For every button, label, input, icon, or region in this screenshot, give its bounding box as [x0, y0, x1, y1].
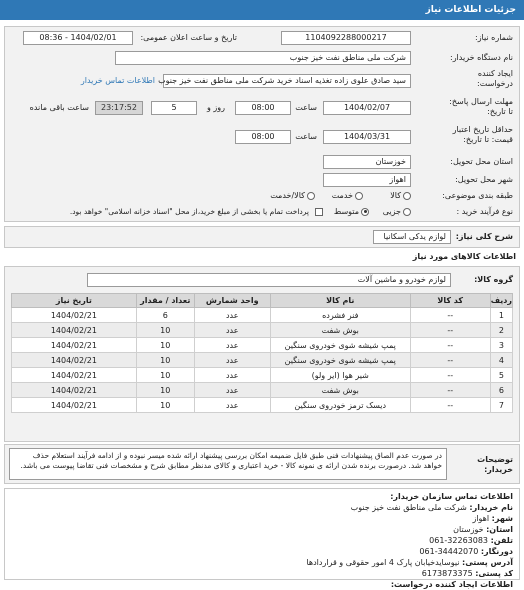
- province-field: خوزستان: [323, 155, 411, 169]
- cell-date: 1404/02/21: [12, 323, 137, 338]
- remain-time-field: 23:17:52: [95, 101, 143, 115]
- cell-code: --: [410, 398, 490, 413]
- row-province: [5, 155, 519, 171]
- goods-group-field: لوازم خودرو و ماشین آلات: [87, 273, 451, 287]
- radio-icon: [307, 192, 315, 200]
- cell-qty: 10: [136, 383, 194, 398]
- reply-date-field: 1404/02/07: [323, 101, 411, 115]
- cell-date: 1404/02/21: [12, 353, 137, 368]
- radio-selected-icon: [361, 208, 369, 216]
- cell-unit: عدد: [194, 398, 270, 413]
- reply-time-field: 08:00: [235, 101, 291, 115]
- row-reply-deadline: [5, 97, 519, 123]
- cell-code: --: [410, 368, 490, 383]
- cell-code: --: [410, 308, 490, 323]
- creator-info-title: اطلاعات ایجاد کننده درخواست:: [390, 580, 513, 589]
- buyer-label: نام دستگاه خریدار:: [450, 53, 513, 62]
- radio-icon: [355, 192, 363, 200]
- table-row: [12, 398, 513, 413]
- contact-title: اطلاعات تماس سازمان خریدار:: [390, 492, 513, 501]
- page-title: جزئیات اطلاعات نیاز: [425, 5, 516, 15]
- row-price-validity: [5, 125, 519, 151]
- cell-unit: عدد: [194, 308, 270, 323]
- cell-idx: 5: [490, 368, 512, 383]
- contact-panel: [4, 488, 520, 589]
- city-field: اهواز: [323, 173, 411, 187]
- row-city: [5, 173, 519, 189]
- checkbox-icon: [315, 208, 323, 216]
- table-row: [12, 308, 513, 323]
- category-option-goods-service[interactable]: کالا/خدمت: [270, 189, 315, 203]
- goods-group-label: گروه کالا:: [474, 275, 513, 284]
- cell-name: شیر هوا (ایر ولو): [270, 368, 410, 383]
- cell-code: --: [410, 323, 490, 338]
- goods-panel: [4, 266, 520, 442]
- col-unit: واحد شمارش: [194, 294, 270, 308]
- table-header-row: [12, 294, 513, 308]
- col-idx: ردیف: [490, 294, 512, 308]
- payment-note: پرداخت تمام یا بخشی از مبلغ خرید،از محل "اسناد خزانه اسلامی" خواهد بود.: [69, 207, 309, 216]
- contact-buyer-name: نام خریدار: شرکت ملی مناطق نفت خیز جنوب: [350, 503, 513, 512]
- day-label: روز و: [207, 103, 225, 112]
- cell-code: --: [410, 353, 490, 368]
- category-label: طبقه بندی موضوعی:: [442, 191, 513, 200]
- cell-qty: 10: [136, 338, 194, 353]
- cell-unit: عدد: [194, 353, 270, 368]
- province-label: استان محل تحویل:: [450, 157, 513, 166]
- cell-qty: 10: [136, 353, 194, 368]
- cell-idx: 4: [490, 353, 512, 368]
- goods-table-wrap: [11, 293, 513, 413]
- page-header: [0, 0, 524, 20]
- cell-unit: عدد: [194, 383, 270, 398]
- cell-date: 1404/02/21: [12, 398, 137, 413]
- cell-name: پمپ شیشه شوی خودروی سنگین: [270, 338, 410, 353]
- cell-name: فنر فشرده: [270, 308, 410, 323]
- buyer-field: شرکت ملی مناطق نفت خیز جنوب: [115, 51, 411, 65]
- process-label: نوع فرآیند خرید :: [456, 207, 513, 216]
- table-row: [12, 338, 513, 353]
- col-qty: تعداد / مقدار: [136, 294, 194, 308]
- row-need-number: [5, 31, 519, 47]
- cell-name: بوش شفت: [270, 383, 410, 398]
- cell-date: 1404/02/21: [12, 383, 137, 398]
- creator-label: ایجاد کننده درخواست:: [477, 69, 513, 88]
- process-option-medium[interactable]: متوسط: [334, 205, 369, 219]
- goods-table: [11, 293, 513, 413]
- goods-table-body: [12, 308, 513, 413]
- buyer-notes-text: در صورت عدم الصاق پیشنهادات فنی طبق فایل ضمیمه امکان بررسی پیشنهاد ارائه شده میسر نبوده و از ادامه فرآیند استعلام حذف خواهد شد. درصورت برنده شدن ارائه ی نمونه کالا - خرید اعتباری و کالای مدنظر مطابق شرح و مشخصات فنی تقاضا پیوست می باشد.: [9, 448, 447, 480]
- col-code: کد کالا: [410, 294, 490, 308]
- cell-name: پمپ شیشه شوی خودروی سنگین: [270, 353, 410, 368]
- summary-panel: [4, 226, 520, 248]
- table-row: [12, 323, 513, 338]
- treasury-checkbox[interactable]: [315, 205, 323, 219]
- city-label: شهر محل تحویل:: [455, 175, 513, 184]
- cell-date: 1404/02/21: [12, 308, 137, 323]
- cell-unit: عدد: [194, 368, 270, 383]
- need-number-field: 1104092288000217: [281, 31, 411, 45]
- need-info-panel: [4, 26, 520, 222]
- cell-idx: 7: [490, 398, 512, 413]
- process-option-minor[interactable]: جزیی: [383, 205, 411, 219]
- cell-code: --: [410, 383, 490, 398]
- cell-name: دیسک ترمز خودروی سنگین: [270, 398, 410, 413]
- contact-fax: دورنگار: 061-34442070: [419, 547, 513, 556]
- contact-address: آدرس پستی: نیوسایدخیابان پارک 4 امور حقوقی و قراردادها: [306, 558, 513, 567]
- remain-label: ساعت باقی مانده: [29, 103, 89, 112]
- cell-qty: 6: [136, 308, 194, 323]
- category-option-goods[interactable]: کالا: [390, 189, 411, 203]
- row-creator: [5, 69, 519, 95]
- contact-province: استان: خوزستان: [453, 525, 513, 534]
- price-time-field: 08:00: [235, 130, 291, 144]
- announce-label: تاریخ و ساعت اعلان عمومی:: [140, 33, 237, 42]
- cell-qty: 10: [136, 368, 194, 383]
- contact-city: شهر: اهواز: [472, 514, 513, 523]
- table-row: [12, 353, 513, 368]
- cell-qty: 10: [136, 323, 194, 338]
- cell-date: 1404/02/21: [12, 368, 137, 383]
- reply-deadline-label: مهلت ارسال پاسخ: تا تاریخ:: [449, 97, 513, 116]
- price-date-field: 1404/03/31: [323, 130, 411, 144]
- cell-unit: عدد: [194, 338, 270, 353]
- need-number-label: شماره نیاز:: [475, 33, 513, 42]
- cell-idx: 3: [490, 338, 512, 353]
- goods-section-title: اطلاعات کالاهای مورد نیاز: [412, 252, 516, 261]
- cell-code: --: [410, 338, 490, 353]
- cell-name: بوش شفت: [270, 323, 410, 338]
- summary-label: شرح کلی نیاز:: [455, 232, 513, 241]
- col-name: نام کالا: [270, 294, 410, 308]
- buyer-notes-panel: [4, 444, 520, 484]
- contact-phone: تلفن: 061-32263083: [429, 536, 513, 545]
- cell-idx: 1: [490, 308, 512, 323]
- creator-field: سید صادق علوی زاده تغذیه اسناد خرید شرکت ملی مناطق نفت خیز جنوب: [163, 74, 411, 88]
- buyer-contact-link[interactable]: اطلاعات تماس خریدار: [80, 76, 155, 85]
- table-row: [12, 368, 513, 383]
- row-process: [5, 205, 519, 221]
- cell-idx: 2: [490, 323, 512, 338]
- days-field: 5: [151, 101, 197, 115]
- table-row: [12, 383, 513, 398]
- radio-icon: [403, 208, 411, 216]
- col-date: تاریخ نیاز: [12, 294, 137, 308]
- category-option-service[interactable]: خدمت: [332, 189, 363, 203]
- buyer-notes-label: توضیحات خریدار:: [477, 455, 513, 474]
- cell-unit: عدد: [194, 323, 270, 338]
- row-buyer: [5, 51, 519, 67]
- row-category: [5, 189, 519, 205]
- cell-date: 1404/02/21: [12, 338, 137, 353]
- summary-field: لوازم یدکی اسکانیا: [373, 230, 451, 244]
- price-time-label: ساعت: [295, 132, 317, 141]
- radio-icon: [403, 192, 411, 200]
- contact-block: [11, 491, 513, 590]
- cell-qty: 10: [136, 398, 194, 413]
- cell-idx: 6: [490, 383, 512, 398]
- price-validity-label: حداقل تاریخ اعتبار قیمت: تا تاریخ:: [452, 125, 513, 144]
- reply-time-label: ساعت: [295, 103, 317, 112]
- contact-postal: کد پستی: 6173873375: [421, 569, 513, 578]
- announce-field: 1404/02/01 - 08:36: [23, 31, 133, 45]
